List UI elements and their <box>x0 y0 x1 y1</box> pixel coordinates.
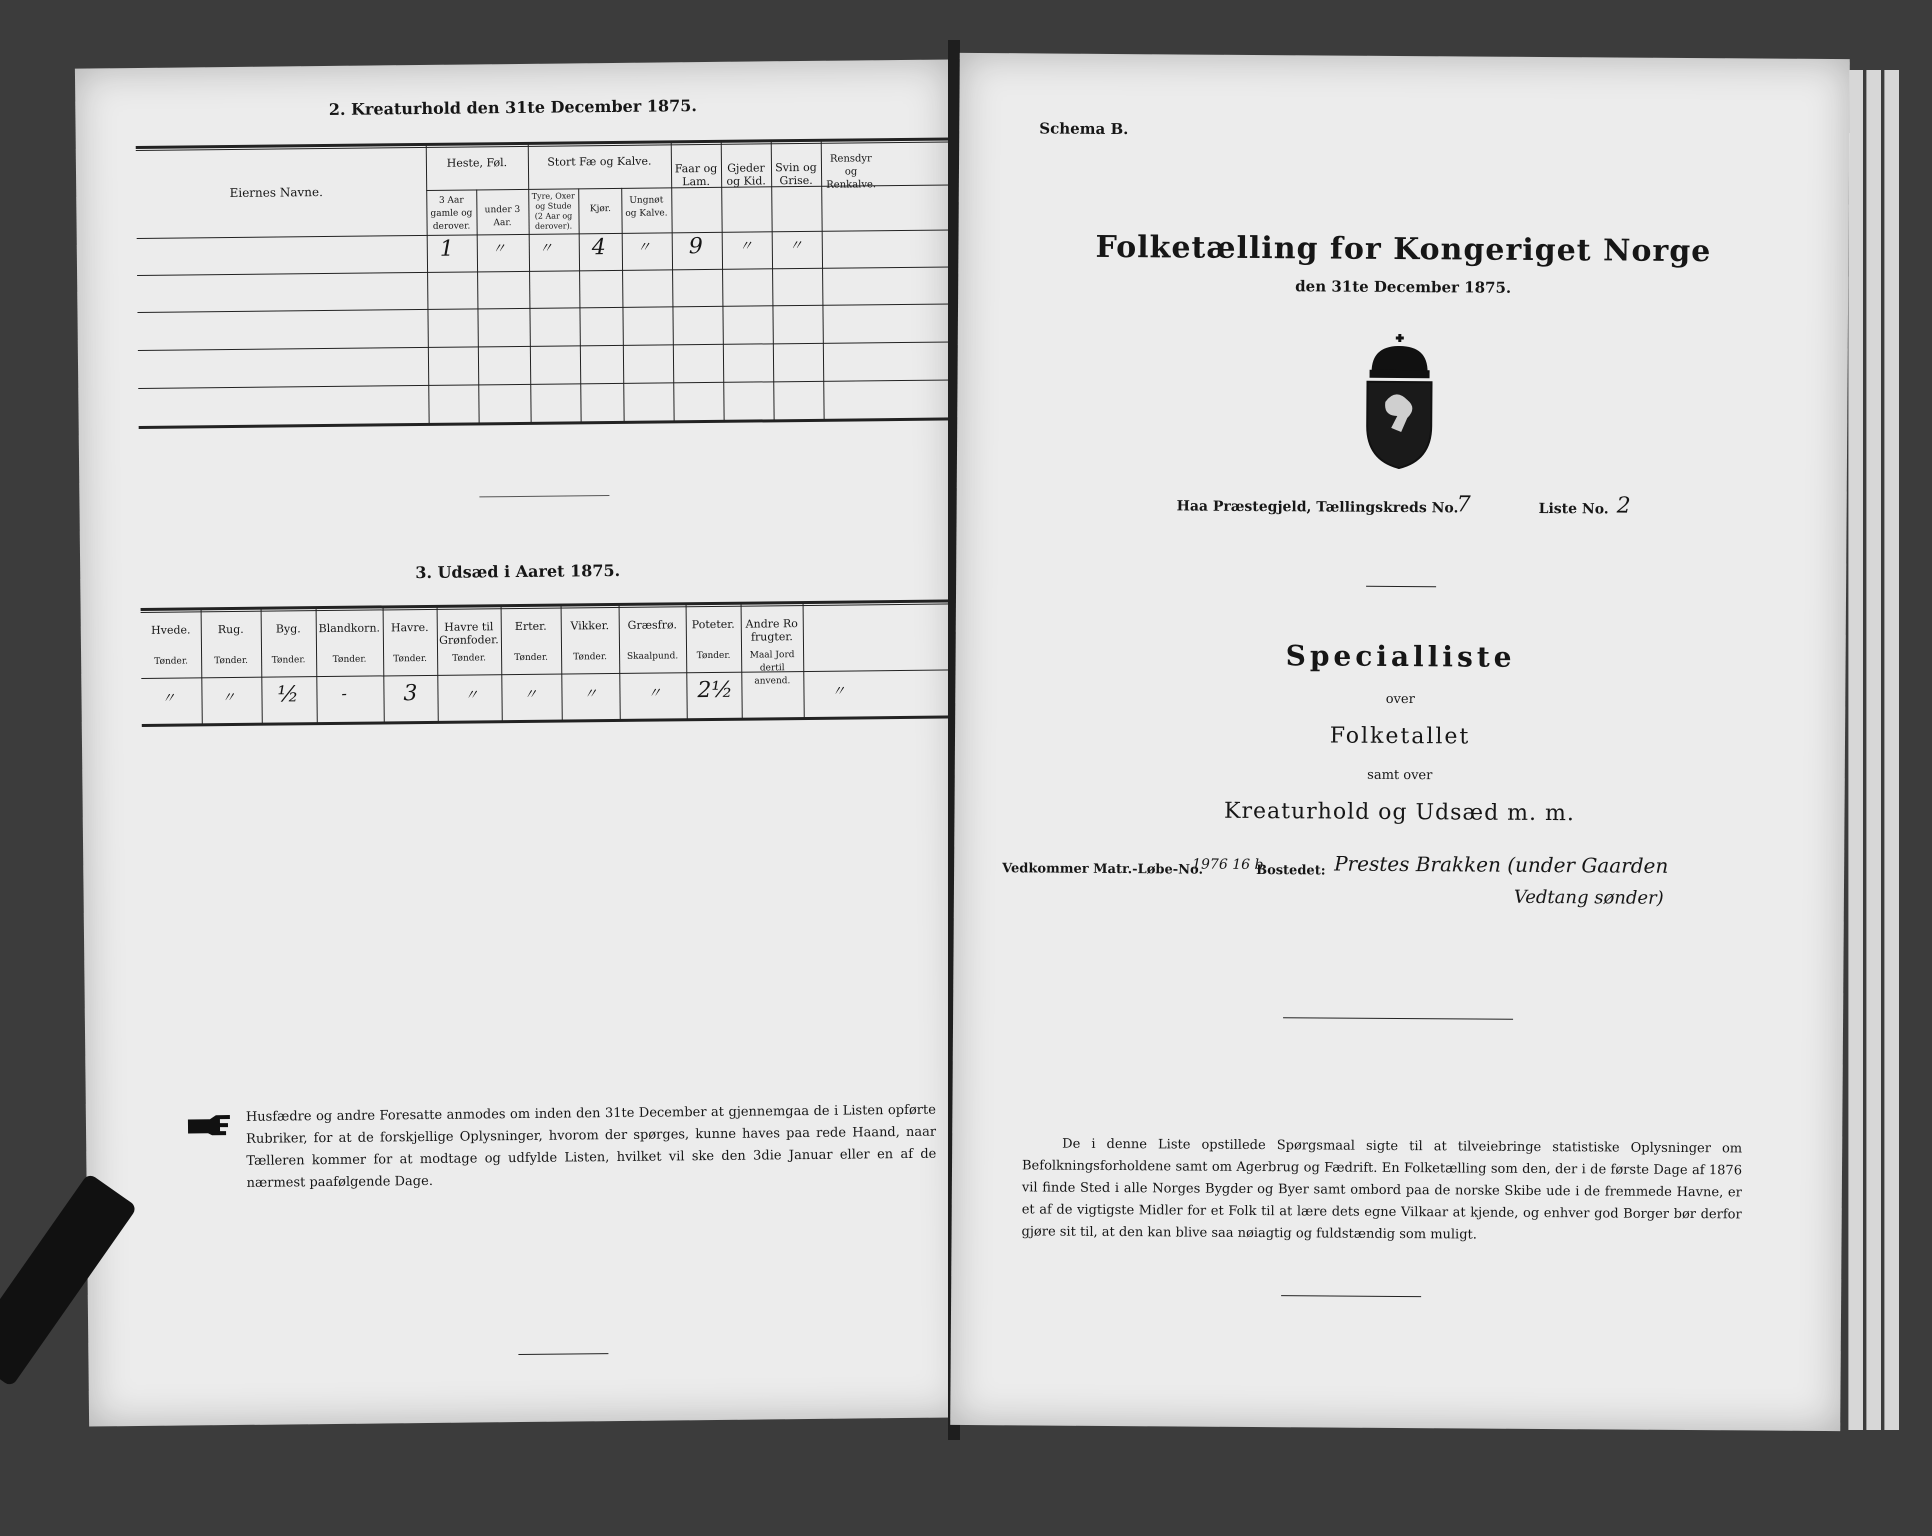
cell-value: 〃 <box>636 239 651 256</box>
group-header: Heste, Føl. <box>446 156 508 170</box>
pointing-hand-icon <box>186 1113 234 1138</box>
sow-value: - <box>341 683 347 703</box>
cell-value: 〃 <box>538 240 553 257</box>
subcol-header: Ungnøt og Kalve. <box>625 195 668 219</box>
sow-value: 〃 <box>523 686 538 703</box>
sow-value: 〃 <box>464 687 479 704</box>
schema-label: Schema B. <box>1039 119 1129 139</box>
group-header: Svin og Grise. <box>775 160 817 188</box>
cell-value: 〃 <box>788 238 803 255</box>
cell-value: 1 <box>439 236 454 262</box>
sow-header-name: Hvede. <box>151 623 191 637</box>
sow-header-unit: Tønder. <box>393 653 428 665</box>
sow-header-unit: Tønder. <box>271 655 306 666</box>
subcol-header: under 3 Aar. <box>484 204 521 229</box>
form-title: Folketælling for Kongeriget Norge <box>1095 229 1712 270</box>
matr-label: Vedkommer Matr.-Løbe-No. <box>1002 861 1204 878</box>
sow-header-unit: Tønder. <box>332 654 367 665</box>
sow-header-unit: Tønder. <box>214 655 249 667</box>
liste-value: 2 <box>1616 493 1631 519</box>
subcol-header: Kjør. <box>589 204 612 215</box>
sow-header-name: Poteter. <box>691 617 735 632</box>
sow-header-name: Havre. <box>390 620 429 635</box>
subcol-header: Tyre, Oxer og Stude (2 Aar og derover). <box>531 191 575 231</box>
divider <box>1283 1017 1513 1020</box>
right-page <box>950 53 1850 1431</box>
sow-header-unit: Maal Jord dertil anvend. <box>749 650 795 687</box>
group-header: Rensdyr og Renkalve. <box>826 153 877 191</box>
sow-value: ½ <box>277 682 299 708</box>
sow-value: 〃 <box>161 690 176 707</box>
sow-value: 〃 <box>221 689 236 707</box>
sow-header-unit: Skaalpund. <box>626 651 679 662</box>
specialliste-heading: Specialliste <box>1285 639 1516 674</box>
sow-header-unit: Tønder. <box>154 656 189 667</box>
folketallet-heading: Folketallet <box>1329 723 1471 750</box>
sow-value: 2½ <box>697 677 733 704</box>
divider <box>1366 586 1436 587</box>
form-subtitle: den 31te December 1875. <box>1295 277 1512 297</box>
divider <box>518 1353 608 1355</box>
bostedet-value: Prestes Brakken (under Gaarden <box>1334 851 1669 878</box>
owner-col-header: Eiernes Navne. <box>229 185 323 201</box>
sow-header-unit: Tønder. <box>696 650 731 662</box>
sow-header-name: Græsfrø. <box>627 618 677 632</box>
cell-value: 〃 <box>738 238 753 255</box>
sow-value: 〃 <box>647 685 662 702</box>
page-edge <box>1884 70 1899 1430</box>
sow-value: 3 <box>403 681 418 707</box>
coat-of-arms-icon <box>1351 332 1448 473</box>
group-header: Stort Fæ og Kalve. <box>547 154 652 169</box>
bostedet-label: Bostedet: <box>1256 862 1326 879</box>
liste-label: Liste No. <box>1538 500 1609 518</box>
bostedet-value: Vedtang sønder) <box>1513 886 1664 909</box>
sow-value: 〃 <box>831 683 846 700</box>
page-edge <box>1848 70 1863 1430</box>
sow-header-name: Byg. <box>275 622 301 636</box>
divider <box>479 495 609 497</box>
samt-over-text: samt over <box>1367 767 1433 784</box>
parish-label: Haa Præstegjeld, Tællingskreds No. <box>1176 498 1459 517</box>
section2-title: 2. Kreaturhold den 31te December 1875. <box>328 96 697 119</box>
matr-value: 1976 16 b <box>1192 856 1264 874</box>
sow-header-name: Andre Ro frugter. <box>745 617 798 644</box>
cell-value: 〃 <box>491 241 506 258</box>
section3-title: 3. Udsæd i Aaret 1875. <box>415 560 621 583</box>
sow-header-name: Rug. <box>217 622 244 637</box>
sow-header-unit: Tønder. <box>452 653 487 664</box>
sow-header-unit: Tønder. <box>514 652 549 664</box>
divider <box>1281 1295 1421 1297</box>
left-page <box>75 59 964 1426</box>
kreaturhold-heading: Kreaturhold og Udsæd m. m. <box>1224 798 1576 827</box>
subcol-header: 3 Aar gamle og derover. <box>430 195 473 232</box>
cell-value: 4 <box>591 235 606 261</box>
group-header: Gjeder og Kid. <box>726 161 766 188</box>
notice-text: Husfædre og andre Foresatte anmodes om inden den 31te December at gjennemgaa de i Listen opførte Rubriker, for at de forskjellige Oplysninger, hvorom der spørges, kunne haves paa rede Haand, naar Tælleren kommer for at modtage og udfylde Listen, hvilket vil ske den 3die Januar eller en af de nærmest paafølgende Dage. <box>245 1102 937 1191</box>
over-text: over <box>1385 691 1415 708</box>
tellingskreds-value: 7 <box>1456 492 1471 518</box>
sow-header-name: Havre til Grønfoder. <box>439 620 499 647</box>
cell-value: 9 <box>688 234 703 260</box>
page-edge <box>1866 70 1881 1430</box>
sow-header-name: Vikker. <box>570 619 610 633</box>
footer-text: De i denne Liste opstillede Spørgsmaal sigte til at tilveiebringe statistiske Oplysninger om Befolkningsforholdene samt om Agerbrug og Fædrift. En Folketælling som den, der i de første Dage af 1876 vil finde Sted i alle Norges Bygder og Byer samt ombord paa de norske Skibe ude i de fremmede Havne, er et af de vigtigste Midler for et Folk til at lære dets egne Vilkaar at kjende, og enhver god Borger bør derfor gjøre sit til, at den kan blive saa nøiagtig og fuldstændig som muligt. <box>1021 1136 1743 1243</box>
sow-header-name: Blandkorn. <box>318 621 381 636</box>
sow-header-unit: Tønder. <box>573 652 608 663</box>
sow-header-name: Erter. <box>514 619 547 634</box>
sow-value: 〃 <box>583 686 598 703</box>
group-header: Faar og Lam. <box>674 161 718 189</box>
